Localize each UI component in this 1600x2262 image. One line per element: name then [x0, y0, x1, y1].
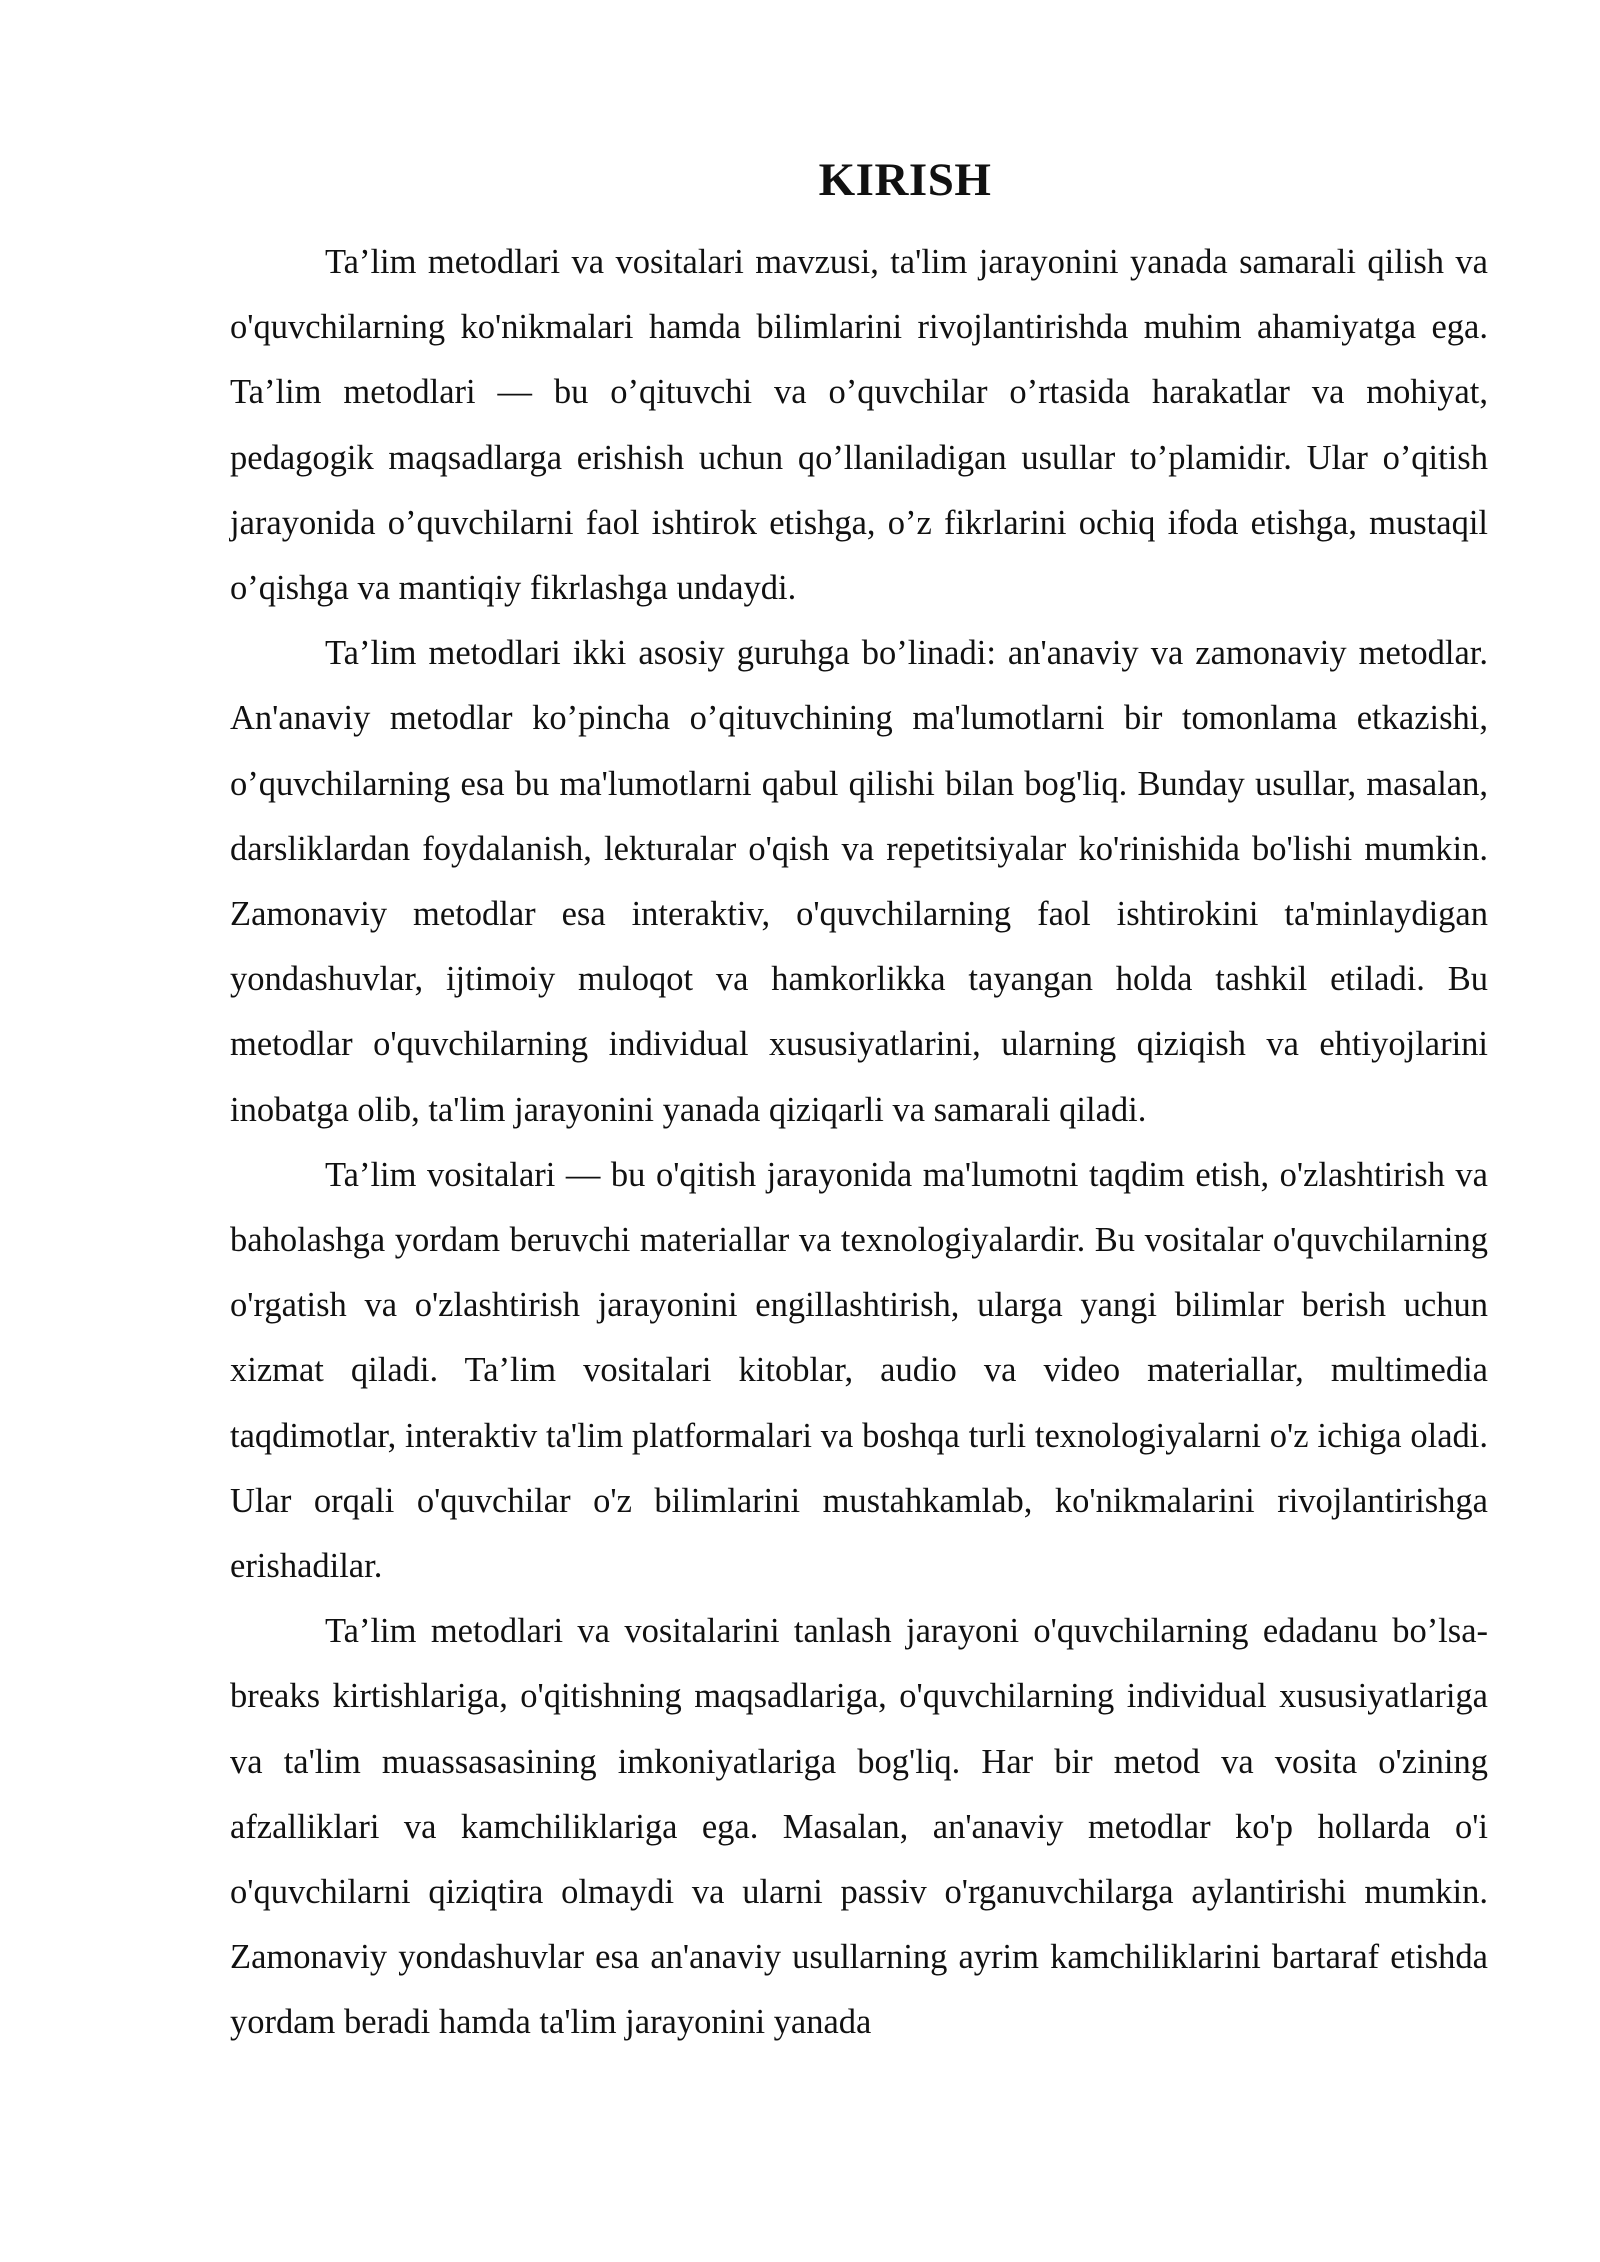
document-body [230, 230, 1488, 2056]
page-title: KIRISH [818, 154, 992, 206]
paragraph-3: Ta’lim vositalari — bu o'qitish jarayonida ma'lumotni taqdim etish, o'zlashtirish va baholashga yordam beruvchi materiallar va texnologiyalardir. Bu vositalar o'quvchilarning o'rgatish va o'zlashtirish jarayonini engillashtirish, ularga yangi bilimlar berish uchun xizmat qiladi. Ta’lim vositalari kitoblar, audio va video materiallar, multimedia taqdimotlar, interaktiv ta'lim platformalari va boshqa turli texnologiyalarni o'z ichiga oladi. Ular orqali o'quvchilar o'z bilimlarini mustahkamlab, ko'nikmalarini rivojlantirishga erishadilar. [230, 1155, 1488, 1586]
paragraph-4: Ta’lim metodlari va vositalarini tanlash jarayoni o'quvchilarning edadanu bo’lsa-breaks kirtishlariga, o'qitishning maqsadlariga, o'quvchilarning individual xususiyatlariga va ta'lim muassasasining imkoniyatlariga bog'liq. Har bir metod va vosita o'zining afzalliklari va kamchiliklariga ega. Masalan, an'anaviy metodlar ko'p hollarda o'i o'quvchilarni qiziqtira olmaydi va ularni passiv o'rganuvchilarga aylantirishi mumkin. Zamonaviy yondashuvlar esa an'anaviy usullarning ayrim kamchiliklarini bartaraf etishda yordam beradi hamda ta'lim jarayonini yanada [230, 1612, 1488, 2042]
paragraph-1: Ta’lim metodlari va vositalari mavzusi, ta'lim jarayonini yanada samarali qilish va o'quvchilarning ko'nikmalari hamda bilimlarini rivojlantirishda muhim ahamiyatga ega. Ta’lim metodlari — bu o’qituvchi va o’quvchilar o’rtasida harakatlar va mohiyat, pedagogik maqsadlarga erishish uchun qo’llaniladigan usullar to’plamidir. Ular o’qitish jarayonida o’quvchilarni faol ishtirok etishga, o’z fikrlarini ochiq ifoda etishga, mustaqil o’qishga va mantiqiy fikrlashga undaydi. [230, 243, 1488, 608]
paragraph-2: Ta’lim metodlari ikki asosiy guruhga bo’linadi: an'anaviy va zamonaviy metodlar. An'anaviy metodlar ko’pincha o’qituvchining ma'lumotlarni bir tomonlama etkazishi, o’quvchilarning esa bu ma'lumotlarni qabul qilishi bilan bog'liq. Bunday usullar, masalan, darsliklardan foydalanish, lekturalar o'qish va repetitsiyalar ko'rinishida bo'lishi mumkin. Zamonaviy metodlar esa interaktiv, o'quvchilarning faol ishtirokini ta'minlaydigan yondashuvlar, ijtimoiy muloqot va hamkorlikka tayangan holda tashkil etiladi. Bu metodlar o'quvchilarning individual xususiyatlarini, ularning qiziqish va ehtiyojlarini inobatga olib, ta'lim jarayonini yanada qiziqarli va samarali qiladi. [230, 634, 1488, 1129]
